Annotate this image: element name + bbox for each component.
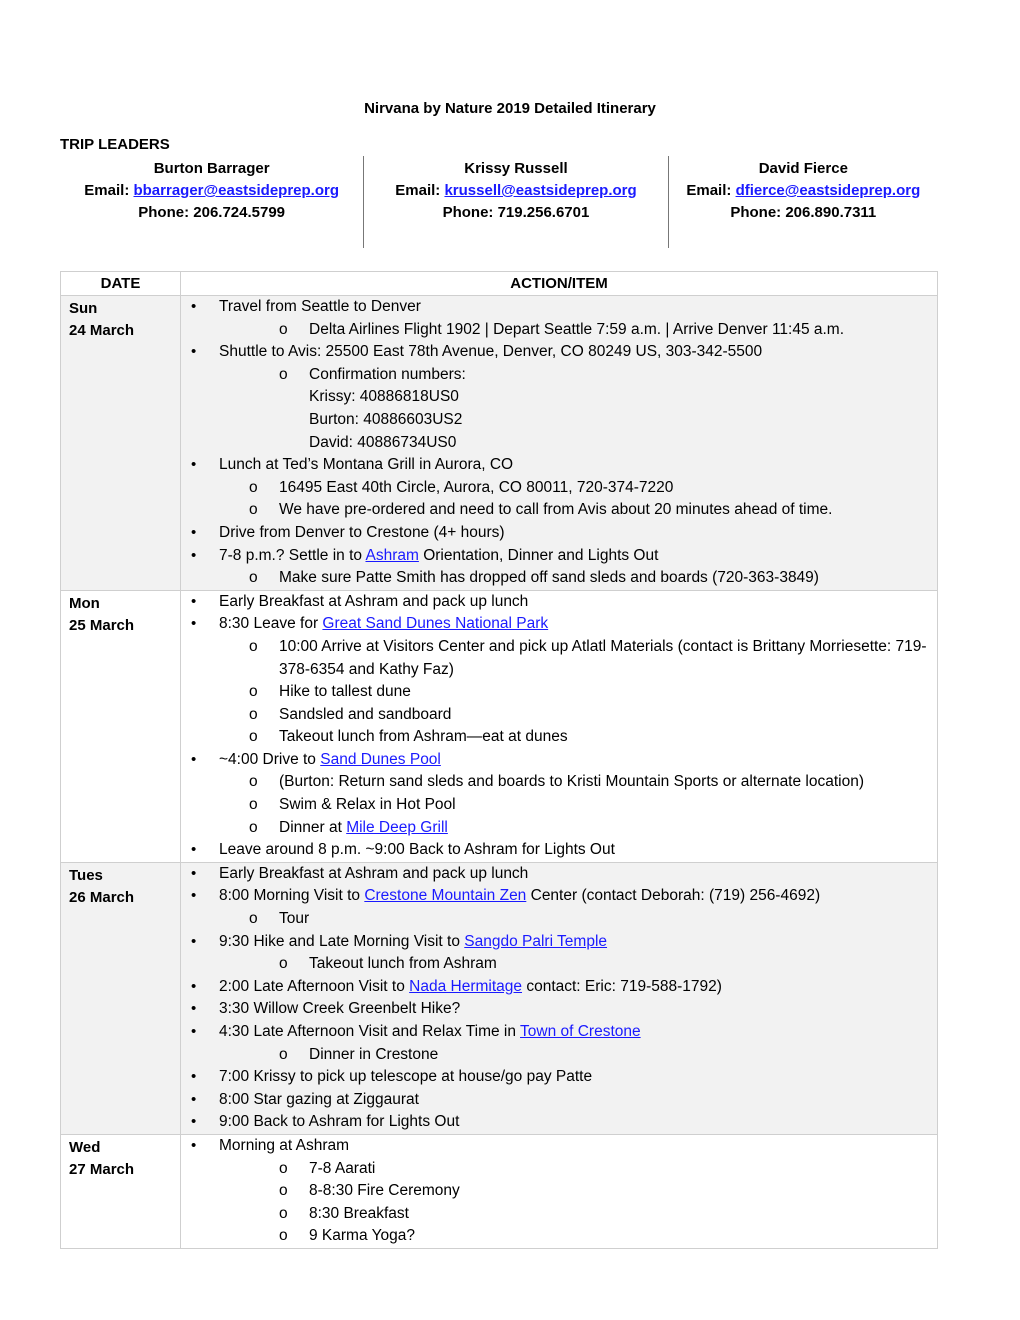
item-text: 16495 East 40th Circle, Aurora, CO 80011, 720-374-7220: [279, 478, 674, 496]
sub-list: [219, 1044, 937, 1067]
sub-list-item: [279, 1180, 937, 1203]
table-row: [61, 296, 938, 591]
item-text: 7-8 p.m.? Settle in to: [219, 546, 366, 564]
list-item: [191, 1089, 937, 1112]
date-cell: [61, 296, 181, 591]
sub-list-item: [249, 817, 937, 840]
sub-list-item: [279, 1044, 937, 1067]
sub-list: [219, 817, 937, 840]
sub-list-item: [249, 794, 937, 817]
email-link[interactable]: krussell@eastsideprep.org: [444, 182, 637, 199]
action-list: [181, 863, 937, 1134]
list-item: [191, 1066, 937, 1089]
day-name: Wed: [69, 1138, 101, 1156]
item-text: 9 Karma Yoga?: [309, 1227, 416, 1245]
itinerary-table: [60, 271, 938, 1249]
sub-list: [219, 364, 937, 454]
leader-name: David Fierce: [758, 160, 848, 177]
item-text: Morning at Ashram: [219, 1136, 350, 1154]
item-text: Confirmation numbers:: [309, 365, 466, 383]
item-text: 7-8 Aarati: [309, 1159, 376, 1177]
document-title: Nirvana by Nature 2019 Detailed Itinerary: [364, 100, 656, 117]
sub-list-item: [279, 1203, 937, 1226]
email-label: Email:: [686, 182, 732, 199]
sub-list-item: [249, 704, 937, 727]
sub-list-item: [249, 771, 937, 794]
item-text: 8:30 Breakfast: [309, 1204, 409, 1222]
item-text: Make sure Patte Smith has dropped off sand sleds and boards (720-363-3849): [279, 569, 819, 587]
place-link[interactable]: Town of Crestone: [520, 1023, 641, 1040]
item-text: 9:00 Back to Ashram for Lights Out: [219, 1113, 460, 1131]
item-text: Center (contact Deborah: (719) 256-4692): [526, 887, 821, 905]
sub-list-item: [279, 953, 937, 976]
list-item: [191, 931, 937, 976]
date-cell: [61, 590, 181, 862]
action-cell: [181, 296, 938, 591]
item-text: Takeout lunch from Ashram—eat at dunes: [279, 728, 568, 746]
date-header: DATE: [61, 272, 181, 296]
item-text: 3:30 Willow Creek Greenbelt Hike?: [219, 1000, 461, 1018]
sub-list-item: [279, 319, 937, 342]
item-text: 8:00 Star gazing at Ziggaurat: [219, 1090, 419, 1108]
email-label: Email:: [395, 182, 441, 199]
email-link[interactable]: dfierce@eastsideprep.org: [735, 182, 921, 199]
leader-phone: Phone: 719.256.6701: [442, 204, 590, 221]
list-item: [191, 885, 937, 930]
day-name: Mon: [69, 594, 100, 612]
trip-leaders: [60, 156, 938, 248]
sub-list-item: [279, 1225, 937, 1248]
leader-phone: Phone: 206.890.7311: [730, 204, 877, 221]
item-text: Early Breakfast at Ashram and pack up lunch: [219, 592, 529, 610]
action-list: [181, 1135, 937, 1248]
item-text: Sandsled and sandboard: [279, 705, 452, 723]
table-row: [61, 1134, 938, 1248]
item-text: 9:30 Hike and Late Morning Visit to: [219, 932, 465, 950]
list-item: [191, 341, 937, 454]
list-item: [191, 1135, 937, 1248]
item-text: 10:00 Arrive at Visitors Center and pick up Atlatl Materials (contact is Brittany Morriesette: 719-378-6354 and Kathy Faz): [279, 637, 927, 678]
sub-list: [219, 499, 937, 522]
place-link[interactable]: Sangdo Palri Temple: [464, 932, 608, 950]
item-text: We have pre-ordered and need to call from Avis about 20 minutes ahead of time.: [279, 501, 833, 519]
sub-list-item: [249, 499, 937, 522]
place-link[interactable]: Nada Hermitage: [409, 977, 523, 995]
date-cell: [61, 862, 181, 1134]
action-header: ACTION/ITEM: [181, 272, 938, 296]
sub-list: [219, 1225, 937, 1248]
day-name: Tues: [69, 866, 103, 884]
sub-list: [219, 636, 937, 681]
item-text: Dinner at: [279, 818, 347, 836]
place-link[interactable]: Ashram: [365, 546, 419, 564]
list-item: [191, 976, 937, 999]
email-link[interactable]: bbarrager@eastsideprep.org: [133, 182, 340, 199]
place-link[interactable]: Mile Deep Grill: [346, 818, 448, 836]
table-row: [61, 590, 938, 862]
item-text: Leave around 8 p.m. ~9:00 Back to Ashram for Lights Out: [219, 841, 615, 859]
list-item: [191, 613, 937, 749]
sub-list: [219, 953, 937, 976]
place-link[interactable]: Sand Dunes Pool: [320, 750, 441, 768]
item-text: Hike to tallest dune: [279, 683, 411, 701]
sub-list: [219, 726, 937, 749]
trip-leaders-label: TRIP LEADERS: [60, 136, 170, 153]
day-date: 26 March: [69, 888, 135, 906]
sub-list-item: [249, 908, 937, 931]
list-item: [191, 1021, 937, 1066]
item-text: 4:30 Late Afternoon Visit and Relax Time in: [219, 1023, 521, 1040]
sub-list: [219, 704, 937, 727]
item-text: Delta Airlines Flight 1902 | Depart Seattle 7:59 a.m. | Arrive Denver 11:45 a.m.: [309, 320, 845, 338]
leader-krissy: [363, 156, 667, 248]
list-item: [191, 454, 937, 522]
item-text: Lunch at Ted’s Montana Grill in Aurora, CO: [219, 456, 514, 474]
sub-list: [219, 771, 937, 794]
leader-david: [668, 156, 938, 248]
sub-list: [219, 477, 937, 500]
item-text: Shuttle to Avis: 25500 East 78th Avenue, Denver, CO 80249 US, 303-342-5500: [219, 343, 763, 361]
item-text: Travel from Seattle to Denver: [219, 298, 421, 315]
email-label: Email:: [84, 182, 130, 199]
item-text: contact: Eric: 719-588-1792): [522, 977, 722, 995]
item-text: Tour: [279, 910, 310, 928]
day-date: 27 March: [69, 1160, 135, 1178]
list-item: [191, 522, 937, 545]
list-item: [191, 998, 937, 1021]
list-item: [191, 749, 937, 839]
sub-list: [219, 1180, 937, 1203]
confirmation-number: Burton: 40886603US2: [309, 410, 463, 428]
sub-list: [219, 908, 937, 931]
item-text: 8-8:30 Fire Ceremony: [309, 1182, 460, 1200]
sub-list: [219, 794, 937, 817]
action-cell: [181, 862, 938, 1134]
action-list: [181, 591, 937, 862]
item-text: 8:30 Leave for: [219, 615, 323, 633]
item-text: Takeout lunch from Ashram: [309, 955, 497, 973]
list-item: [191, 839, 937, 862]
item-text: Drive from Denver to Crestone (4+ hours): [219, 523, 505, 541]
leader-name: Burton Barrager: [153, 160, 270, 177]
item-text: Swim & Relax in Hot Pool: [279, 796, 456, 814]
list-item: [191, 591, 937, 614]
day-date: 25 March: [69, 616, 135, 634]
sub-list-item: [249, 726, 937, 749]
sub-list-item: [249, 681, 937, 704]
item-text: 2:00 Late Afternoon Visit to: [219, 977, 410, 995]
item-text: Orientation, Dinner and Lights Out: [418, 546, 659, 564]
day-name: Sun: [69, 300, 98, 317]
sub-list: [219, 567, 937, 590]
sub-list-item: [249, 567, 937, 590]
list-item: [191, 296, 937, 341]
sub-list-item: [279, 364, 937, 454]
sub-list-item: [249, 636, 937, 681]
table-row: [61, 862, 938, 1134]
place-link[interactable]: Crestone Mountain Zen: [364, 887, 527, 905]
sub-list: [219, 319, 937, 342]
confirmation-number: Krissy: 40886818US0: [309, 388, 459, 406]
confirmation-number: David: 40886734US0: [309, 433, 457, 451]
item-text: Early Breakfast at Ashram and pack up lunch: [219, 864, 529, 882]
date-cell: [61, 1134, 181, 1248]
sub-list: [219, 1203, 937, 1226]
list-item: [191, 863, 937, 886]
leader-name: Krissy Russell: [464, 160, 568, 177]
leader-burton: [60, 156, 363, 248]
sub-list: [219, 681, 937, 704]
action-cell: [181, 590, 938, 862]
sub-list-item: [279, 1158, 937, 1181]
table-header-row: [61, 272, 938, 296]
list-item: [191, 545, 937, 590]
day-date: 24 March: [69, 322, 135, 339]
item-text: (Burton: Return sand sleds and boards to Kristi Mountain Sports or alternate location): [279, 773, 865, 791]
item-text: 8:00 Morning Visit to: [219, 887, 365, 905]
sub-list: [219, 1158, 937, 1181]
sub-list-item: [249, 477, 937, 500]
action-list: [181, 296, 937, 590]
item-text: Dinner in Crestone: [309, 1045, 439, 1063]
leader-phone: Phone: 206.724.5799: [138, 204, 286, 221]
item-text: 7:00 Krissy to pick up telescope at house/go pay Patte: [219, 1068, 593, 1086]
place-link[interactable]: Great Sand Dunes National Park: [322, 615, 549, 633]
list-item: [191, 1111, 937, 1134]
item-text: ~4:00 Drive to: [219, 750, 321, 768]
action-cell: [181, 1134, 938, 1248]
